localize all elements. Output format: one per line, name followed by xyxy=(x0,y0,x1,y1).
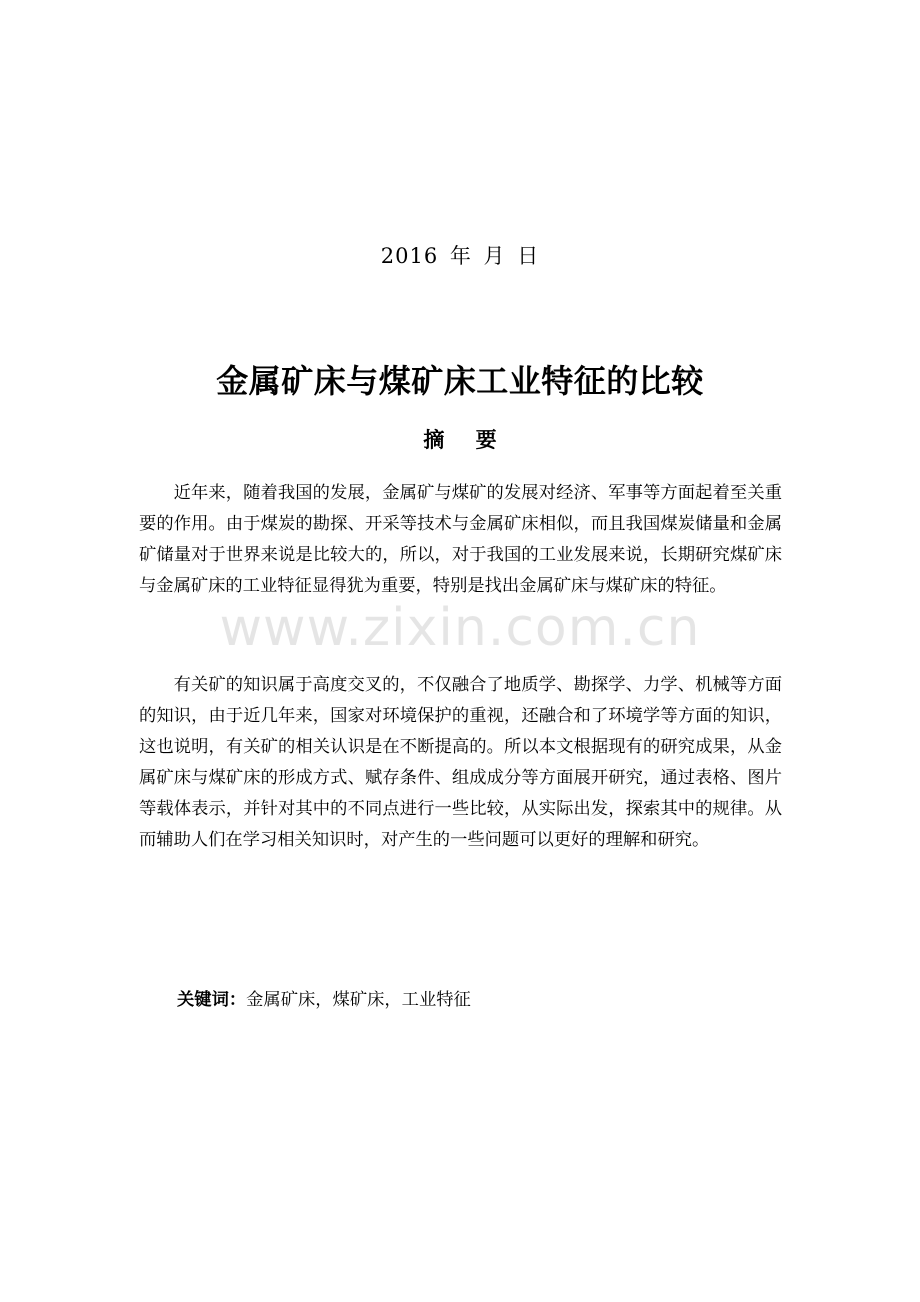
document-title: 金属矿床与煤矿床工业特征的比较 xyxy=(216,362,704,400)
abstract-paragraph-2: 有关矿的知识属于高度交叉的，不仅融合了地质学、勘探学、力学、机械等方面的知识，由于近几年来，国家对环境保护的重视，还融合和了环境学等方面的知识，这也说明，有关矿的相关认识是在不断提高的。所以本文根据现有的研究成果，从金属矿床与煤矿床的形成方式、赋存条件、组成成分等方面展开研究，通过表格、图片等载体表示，并针对其中的不同点进行一些比较，从实际出发，探索其中的规律。从而辅助人们在学习相关知识时，对产生的一些问题可以更好的理解和研究。 xyxy=(139,675,782,850)
abstract-paragraph-1: 近年来，随着我国的发展，金属矿与煤矿的发展对经济、军事等方面起着至关重要的作用。由于煤炭的勘探、开采等技术与金属矿床相似，而且我国煤炭储量和金属矿储量对于世界来说是比较大的，所以，对于我国的工业发展来说，长期研究煤矿床与金属矿床的工业特征显得犹为重要，特别是找出金属矿床与煤矿床的特征。 xyxy=(139,483,782,596)
keywords-label: 关键词： xyxy=(177,990,247,1010)
keywords-value: 金属矿床，煤矿床，工业特征 xyxy=(246,990,471,1010)
abstract-heading: 摘 要 xyxy=(423,428,509,452)
date-line: 2016 年 月 日 xyxy=(380,244,540,268)
watermark: www.zixin.com.cn xyxy=(219,598,701,658)
keywords-line xyxy=(177,985,471,1016)
